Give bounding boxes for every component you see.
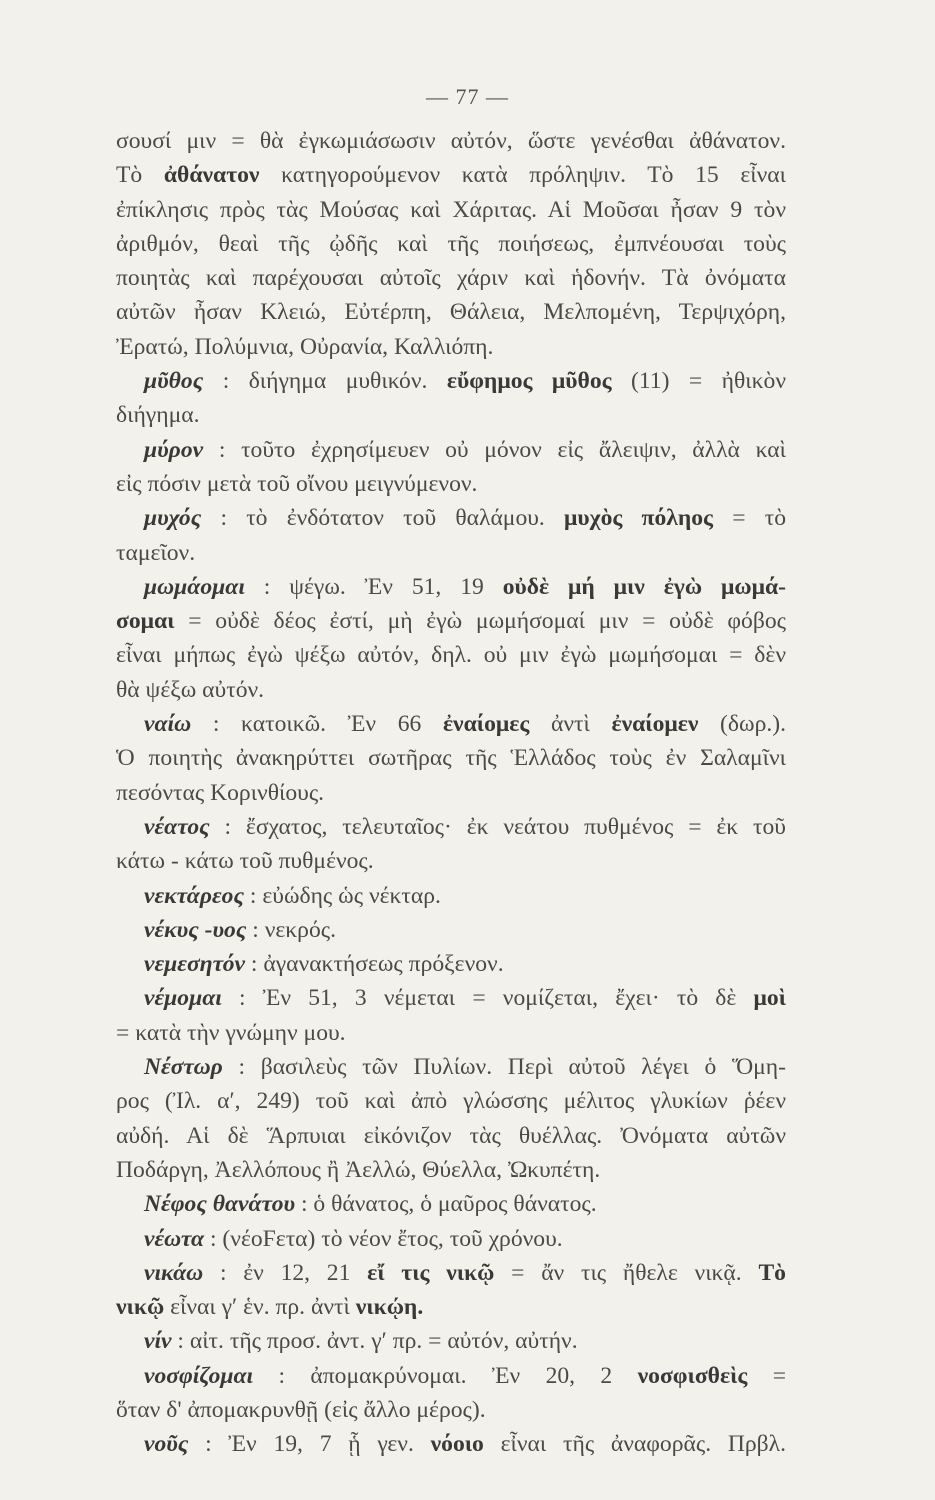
text-line <box>116 501 786 535</box>
text-span: : ἐν 12, 21 <box>203 1259 368 1286</box>
text-line <box>116 1119 786 1153</box>
text-span: αὐτῶν ἦσαν Κλειώ, Εὐτέρπη, Θάλεια, Μελπομένη, Τερψιχόρη, <box>116 299 786 326</box>
text-line <box>116 433 786 467</box>
text-line <box>116 330 786 364</box>
text-span: εἰς πόσιν μετὰ τοῦ οἴνου μειγνύμενον. <box>116 470 478 497</box>
text-span: : ψέγω. Ἐν 51, 19 <box>244 573 503 600</box>
text-line <box>116 879 786 913</box>
text-line <box>116 1187 786 1221</box>
bold-phrase: ἐναίομες <box>442 711 530 738</box>
text-span: εἶναι γ′ ἑν. πρ. ἀντὶ <box>164 1294 356 1321</box>
text-span: (11) = ἠθικὸν <box>611 368 786 395</box>
text-span: ὅταν δ' ἀπομακρυνθῇ (εἰς ἄλλο μέρος). <box>116 1396 486 1423</box>
text-line <box>116 1324 786 1358</box>
bold-phrase: ἀθάνατον <box>163 162 260 189</box>
text-span: : (νέοϜετα) τὸ νέον ἔτος, τοῦ χρόνου. <box>204 1225 563 1252</box>
headword: νίν <box>144 1328 172 1355</box>
text-span: θὰ ψέξω αὐτόν. <box>116 676 265 703</box>
text-span: : αἰτ. τῆς προσ. ἀντ. γ′ πρ. = αὐτόν, αὐτήν. <box>171 1328 578 1355</box>
text-span: διήγημα. <box>116 402 200 429</box>
bold-phrase: εἴ τις νικῷ <box>367 1259 495 1286</box>
text-line <box>116 981 786 1015</box>
text-line <box>116 947 786 981</box>
text-span: = <box>747 1362 786 1389</box>
text-span: : ἔσχατος, τελευταῖος· ἐκ νεάτου πυθμένος = ἐκ τοῦ <box>209 813 786 840</box>
headword: νοσφίζομαι <box>144 1362 254 1389</box>
text-line <box>116 467 786 501</box>
text-line <box>116 638 786 672</box>
text-span: : νεκρός. <box>246 916 336 943</box>
text-span: = τὸ <box>713 505 786 532</box>
text-span: : διήγημα μυθικόν. <box>203 368 447 395</box>
headword: μύρον <box>144 436 204 463</box>
bold-phrase: μυχὸς πόληος <box>564 505 713 532</box>
text-span: : εὐώδης ὡς νέκταρ. <box>244 882 441 909</box>
headword: νοῦς <box>144 1431 189 1458</box>
text-span: Τὸ <box>116 162 164 189</box>
text-span: ταμεῖον. <box>116 539 196 566</box>
bold-phrase: νικῷ <box>116 1294 165 1321</box>
text-line <box>116 364 786 398</box>
text-line <box>116 913 786 947</box>
text-line <box>116 261 786 295</box>
headword: Νέστωρ <box>144 1054 223 1081</box>
text-line <box>116 776 786 810</box>
headword: νεμεσητόν <box>144 951 246 978</box>
text-span: : Ἐν 51, 3 νέμεται = νομίζεται, ἔχει· τὸ δὲ <box>221 985 754 1012</box>
text-line <box>116 398 786 432</box>
headword: νικάω <box>144 1259 204 1286</box>
text-line <box>116 810 786 844</box>
bold-phrase: νοσφισθεὶς <box>637 1362 748 1389</box>
text-line <box>116 604 786 638</box>
text-line <box>116 1393 786 1427</box>
text-span: κάτω - κάτω τοῦ πυθμένος. <box>116 848 374 875</box>
headword: ναίω <box>144 711 192 738</box>
text-line <box>116 1290 786 1324</box>
text-line <box>116 158 786 192</box>
headword: μωμάομαι <box>144 573 245 600</box>
bold-phrase: σομαι <box>116 608 175 635</box>
text-span: : τὸ ἐνδότατον τοῦ θαλάμου. <box>201 505 565 532</box>
text-span: : τοῦτο ἐχρησίμευεν οὐ μόνον εἰς ἄλειψιν, ἀλλὰ καὶ <box>203 436 786 463</box>
text-span: Ποδάργη, Ἀελλόπους ἢ Ἀελλώ, Θύελλα, Ὠκυπέτη. <box>116 1156 601 1183</box>
text-line <box>116 707 786 741</box>
text-span: = ἄν τις ἤθελε νικᾷ. <box>494 1259 759 1286</box>
text-span: : κατοικῶ. Ἐν 66 <box>191 711 443 738</box>
text-span: Ὁ ποιητὴς ἀνακηρύττει σωτῆρας τῆς Ἑλλάδος τοὺς ἐν Σαλαμῖνι <box>116 745 786 772</box>
text-span: : ἀγανακτήσεως πρόξενον. <box>245 951 504 978</box>
text-span: ἐπίκλησις πρὸς τὰς Μούσας καὶ Χάριτας. Αἱ Μοῦσαι ἦσαν 9 τὸν <box>116 196 786 223</box>
text-span: = οὐδὲ δέος ἐστί, μὴ ἐγὼ μωμήσομαί μιν = οὐδὲ φόβος <box>174 608 786 635</box>
text-line <box>116 844 786 878</box>
text-line <box>116 1016 786 1050</box>
text-line <box>116 741 786 775</box>
text-span: κατηγορούμενον κατὰ πρόληψιν. Τὸ 15 εἶναι <box>259 162 786 189</box>
headword: μυχός <box>144 505 202 532</box>
text-span: αὐδή. Αἱ δὲ Ἅρπυιαι εἰκόνιζον τὰς θυέλλας. Ὀνόματα αὐτῶν <box>116 1122 786 1149</box>
bold-phrase: ἐναίομεν <box>611 711 699 738</box>
text-line <box>116 124 786 158</box>
text-span: = κατὰ τὴν γνώμην μου. <box>116 1019 346 1046</box>
text-line <box>116 1084 786 1118</box>
headword: νέατος <box>144 813 210 840</box>
headword: νέωτα <box>144 1225 205 1252</box>
text-span: (δωρ.). <box>698 711 786 738</box>
text-span: σουσί μιν = θὰ ἐγκωμιάσωσιν αὐτόν, ὥστε γενέσθαι ἀθάνατον. <box>116 128 786 154</box>
text-line <box>116 1427 786 1461</box>
text-span: ρος (Ἰλ. α′, 249) τοῦ καὶ ἀπὸ γλώσσης μέλιτος γλυκίων ῥέεν <box>116 1088 786 1115</box>
headword: νέκυς -υος <box>144 916 247 943</box>
bold-phrase: οὐδὲ μή μιν ἐγὼ μωμά- <box>502 573 786 600</box>
text-line <box>116 227 786 261</box>
text-block <box>116 124 786 1462</box>
bold-phrase: νόοιο <box>430 1431 484 1458</box>
text-span: ποιητὰς καὶ παρέχουσαι αὐτοῖς χάριν καὶ ἡδονήν. Τὰ ὀνόματα <box>116 265 786 292</box>
text-span: εἶναι μήπως ἐγὼ ψέξω αὐτόν, δηλ. οὐ μιν ἐγὼ μωμήσομαι = δὲν <box>116 642 786 669</box>
text-span: : Ἐν 19, 7 ᾗ γεν. <box>188 1431 431 1458</box>
text-line <box>116 673 786 707</box>
text-line <box>116 1050 786 1084</box>
text-span: ἀριθμόν, θεαὶ τῆς ᾠδῆς καὶ τῆς ποιήσεως, ἐμπνέουσαι τοὺς <box>116 230 786 257</box>
text-line <box>116 1222 786 1256</box>
page-number: — 77 — <box>426 84 509 109</box>
text-line <box>116 295 786 329</box>
headword: νεκτάρεος <box>144 882 244 909</box>
bold-phrase: εὔφημος μῦθος <box>446 368 612 395</box>
text-span: : βασιλεὺς τῶν Πυλίων. Περὶ αὐτοῦ λέγει ὁ Ὅμη- <box>222 1054 786 1081</box>
bold-phrase: μοὶ <box>753 985 786 1012</box>
text-line <box>116 1153 786 1187</box>
headword: Νέφος θανάτου <box>144 1191 296 1218</box>
text-span: : ἀπομακρύνομαι. Ἐν 20, 2 <box>253 1362 638 1389</box>
bold-phrase: Τὸ <box>758 1259 786 1286</box>
text-line <box>116 1256 786 1290</box>
text-span: ἀντὶ <box>529 711 612 738</box>
text-line <box>116 570 786 604</box>
text-span: πεσόντας Κορινθίους. <box>116 779 325 806</box>
headword: μῦθος <box>144 368 204 395</box>
text-span: Ἐρατώ, Πολύμνια, Οὐρανία, Καλλιόπη. <box>116 333 494 360</box>
text-line <box>116 193 786 227</box>
bold-phrase: νικῴη. <box>355 1294 424 1321</box>
text-span: εἶναι τῆς ἀναφορᾶς. Πρβλ. <box>483 1431 786 1458</box>
text-line <box>116 1359 786 1393</box>
headword: νέμομαι <box>144 985 222 1012</box>
text-line <box>116 536 786 570</box>
text-span: : ὁ θάνατος, ὁ μαῦρος θάνατος. <box>295 1191 597 1218</box>
